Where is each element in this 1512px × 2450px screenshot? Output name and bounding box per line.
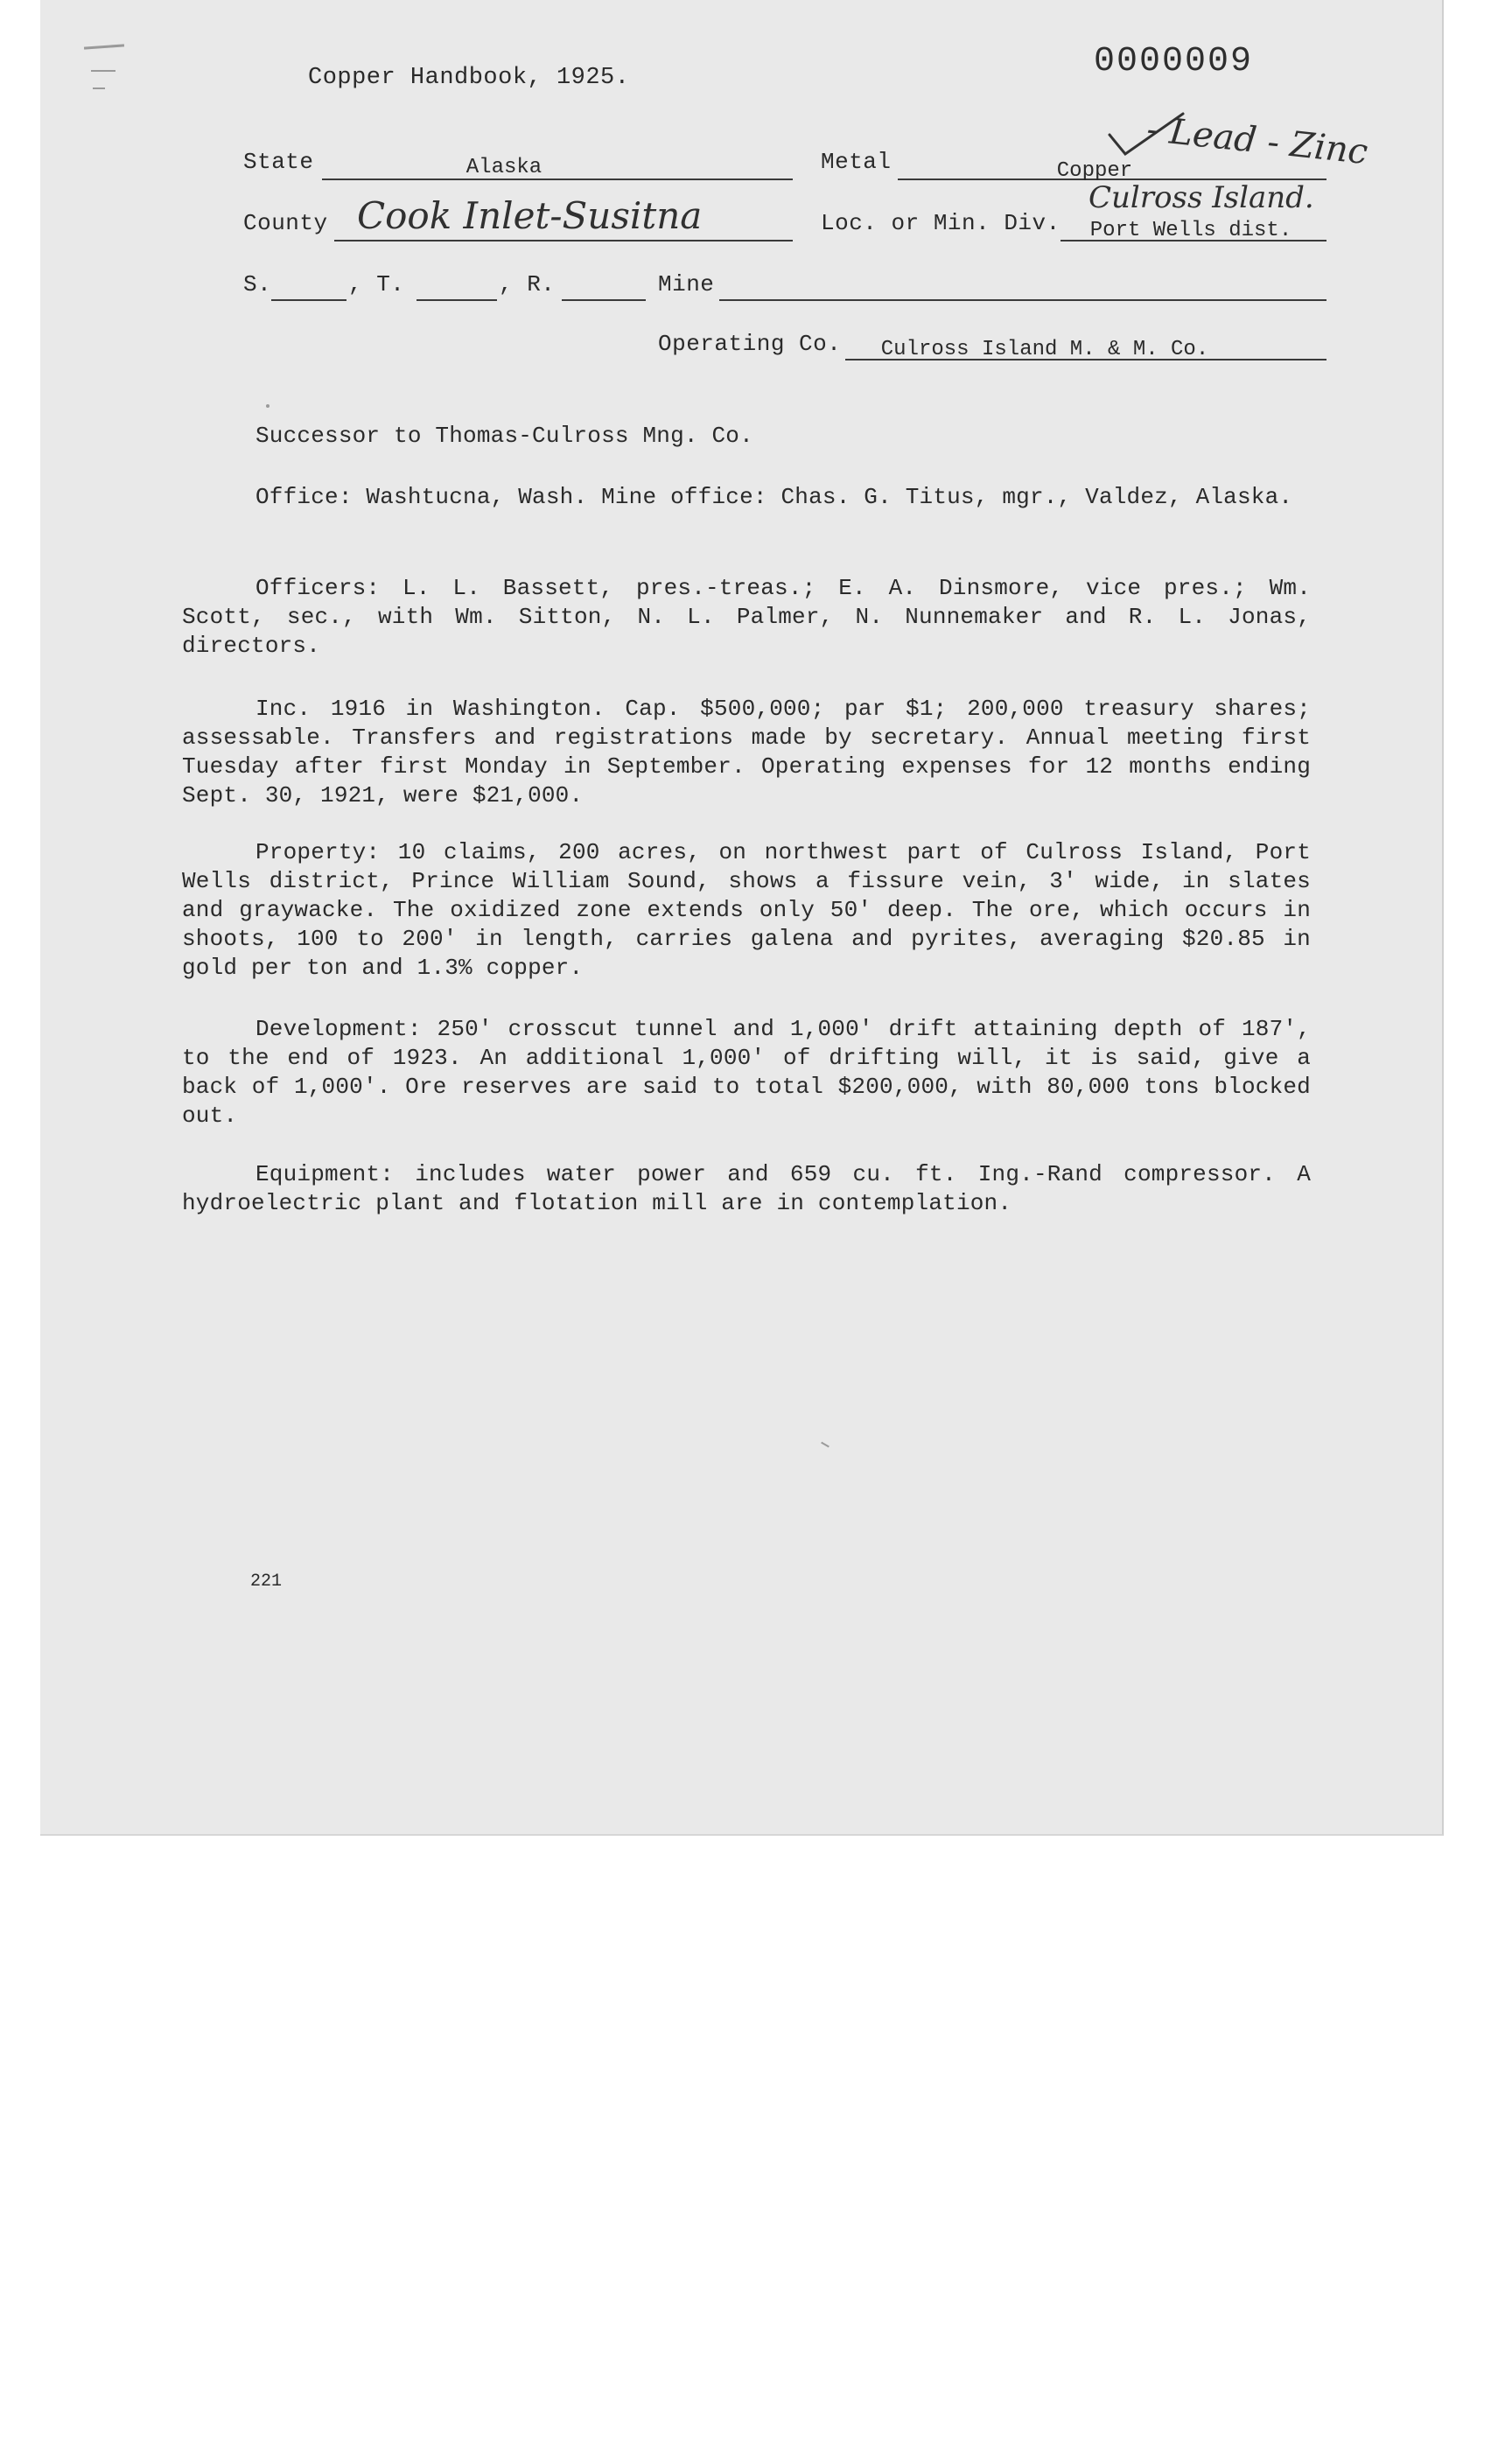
division-value: Port Wells dist. [1089, 219, 1292, 242]
office-paragraph: Office: Washtucna, Wash. Mine office: Chas. G. Titus, mgr., Valdez, Alaska. [256, 484, 1293, 510]
page-number: 221 [250, 1572, 283, 1592]
mine-label: Mine [658, 271, 715, 298]
county-handwritten-value: Cook Inlet-Susitna [357, 194, 703, 237]
township-underline [416, 299, 497, 301]
equipment-paragraph: Equipment: includes water power and 659 cu. ft. Ing.-Rand compressor. A hydroelectric plant and flotation mill are in contemplation. [182, 1161, 1311, 1216]
state-value: Alaska [466, 156, 542, 179]
county-underline [334, 240, 793, 242]
section-label: S. [243, 271, 272, 298]
metal-handwritten-note: - Lead - Zinc [1144, 108, 1370, 173]
scan-mark [93, 88, 105, 89]
property-paragraph: Property: 10 claims, 200 acres, on northwest part of Culross Island, Port Wells district, Prince William Sound, shows a fissure vein, 3' wide, in slates and graywacke. The oxidized zone extends only 50' deep. The ore, which occurs in shoots, 100 to 200' in length, carries galena and pyrites, averaging $20.85 in gold per ton and 1.3% copper. [182, 839, 1311, 981]
scan-mark [84, 44, 124, 49]
scanned-page [40, 0, 1444, 1836]
scan-mark [266, 404, 270, 408]
header-title: Copper Handbook, 1925. [308, 65, 630, 91]
range-underline [562, 299, 646, 301]
successor-paragraph: Successor to Thomas-Culross Mng. Co. [256, 423, 753, 449]
metal-value: Copper [1056, 159, 1133, 183]
section-underline [271, 299, 346, 301]
mine-underline [719, 299, 1326, 301]
incorporation-paragraph: Inc. 1916 in Washington. Cap. $500,000; par $1; 200,000 treasury shares; assessable. Transfers and registrations made by secretary. Annual meeting first Tuesday after first Monday in September. Operating expenses for 12 months ending Sept. 30, 1921, were $21,000. [182, 696, 1311, 808]
document-stamp-number: 0000009 [1094, 42, 1254, 81]
scan-mark [91, 70, 116, 72]
scan-mark [821, 1442, 830, 1448]
state-label: State [243, 149, 314, 175]
development-paragraph: Development: 250' crosscut tunnel and 1,000' drift attaining depth of 187', to the end of 1923. An additional 1,000' of drifting will, it is said, give a back of 1,000'. Ore reserves are said to total $200,000, with 80,000 tons blocked out. [182, 1016, 1311, 1129]
officers-paragraph: Officers: L. L. Bassett, pres.-treas.; E. A. Dinsmore, vice pres.; Wm. Scott, sec., with Wm. Sitton, N. L. Palmer, N. Nunnemaker and R. L. Jonas, directors. [182, 575, 1311, 659]
division-handwritten-value: Culross Island. [1088, 180, 1314, 215]
range-label: , R. [499, 271, 556, 298]
township-label: , T. [348, 271, 405, 298]
operating-label: Operating Co. [658, 331, 842, 357]
division-label: Loc. or Min. Div. [821, 210, 1060, 236]
operating-value: Culross Island M. & M. Co. [880, 338, 1209, 361]
metal-label: Metal [821, 149, 892, 175]
county-label: County [243, 210, 328, 236]
